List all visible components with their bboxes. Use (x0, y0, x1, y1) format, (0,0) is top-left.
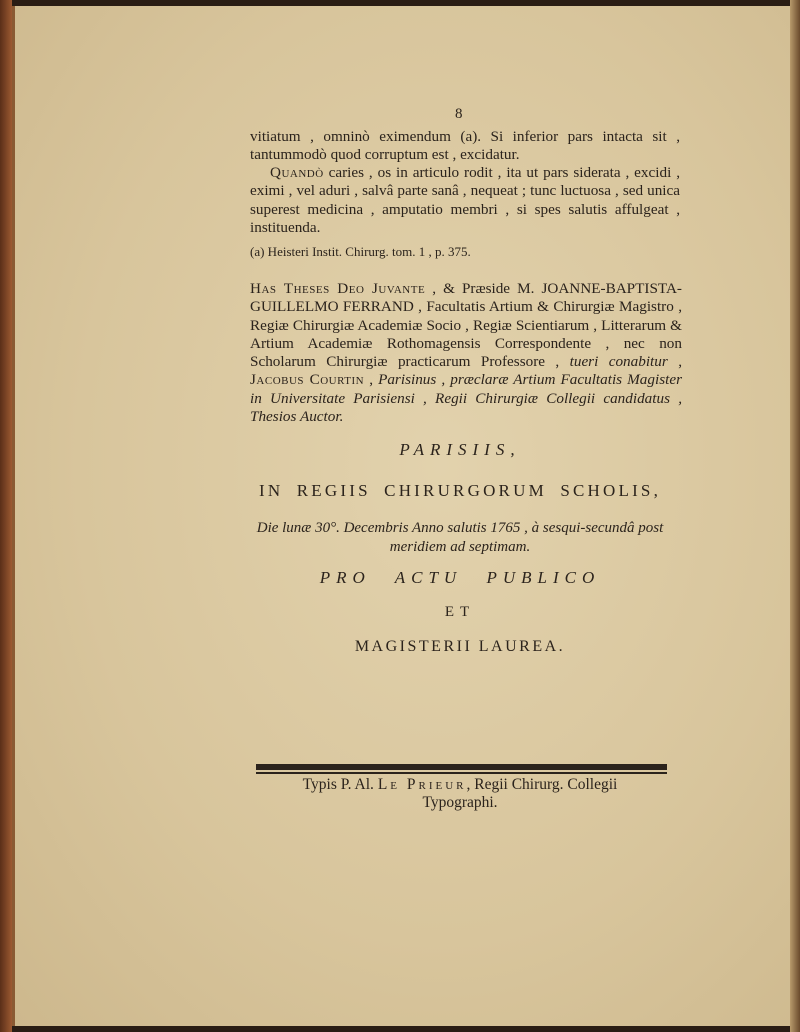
imprint-printer: Le Prieur (377, 776, 467, 793)
theses-author-desc: Parisinus , præclaræ Artium Facultatis Magister in Universitate Parisiensi , Regii Chirurgiæ Collegii candidatus , Thesios Auctor. (250, 371, 682, 426)
imprint-line-2: Typographi. (422, 794, 498, 811)
rule-thick (256, 764, 667, 770)
page-number: 8 (455, 106, 463, 122)
book-spine (0, 0, 12, 1032)
pro-actu-heading: PRO ACTU PUBLICO (319, 568, 601, 587)
paragraph-1: vitiatum , omninò eximendum (a). Si inferior pars intacta sit , tantummodò quod corruptum est , excidatur. (250, 128, 680, 164)
paragraph-2-lead: Quandò (270, 164, 324, 181)
paragraph-2-body: caries , os in articulo rodit , ita ut pars siderata , excidi , eximi , vel aduri , salvâ parte sanâ , nequeat ; tunc luctuosa , sed unica superest medicina , amputatio membri , si spes salutis affulgeat , instituenda. (250, 164, 680, 236)
theses-separator: , (667, 353, 683, 371)
imprint-b: , Regii Chirurg. Collegii (466, 776, 618, 793)
place-heading: PARISIIS, (399, 440, 521, 459)
et-heading: ET (444, 604, 476, 620)
schools-heading: IN REGIIS CHIRURGORUM SCHOLIS, (258, 481, 662, 500)
paragraph-2 (250, 164, 680, 237)
theses-tueri: tueri conabitur (569, 353, 668, 371)
imprint-a: Typis P. Al. (302, 776, 378, 793)
date-line: Die lunæ 30°. Decembris Anno salutis 1765 , à sesqui-secundâ post meridiem ad septimam. (256, 520, 664, 555)
theses-lead: Has Theses Deo Juvante (250, 280, 426, 297)
theses-separator-2: , (364, 371, 379, 389)
page-edge (790, 0, 800, 1032)
theses-paragraph (250, 280, 682, 426)
rule-thin (256, 772, 667, 774)
footnote: (a) Heisteri Instit. Chirurg. tom. 1 , p. 375. (250, 244, 471, 259)
magisterii-heading: MAGISTERII LAUREA. (354, 638, 566, 655)
theses-text: , & Præside M. JOANNE-BAPTISTA-GUILLELMO FERRAND , Facultatis Artium & Chirurgiæ Magistro , Regiæ Chirurgiæ Academiæ Socio , Regiæ Scientiarum , Litterarum & Artium Academiæ Rothomagensis Correspondente , nec non Scholarum Chirurgiæ practicarum Professore , (250, 280, 682, 371)
imprint (240, 776, 680, 812)
theses-author: Jacobus Courtin (250, 371, 365, 389)
